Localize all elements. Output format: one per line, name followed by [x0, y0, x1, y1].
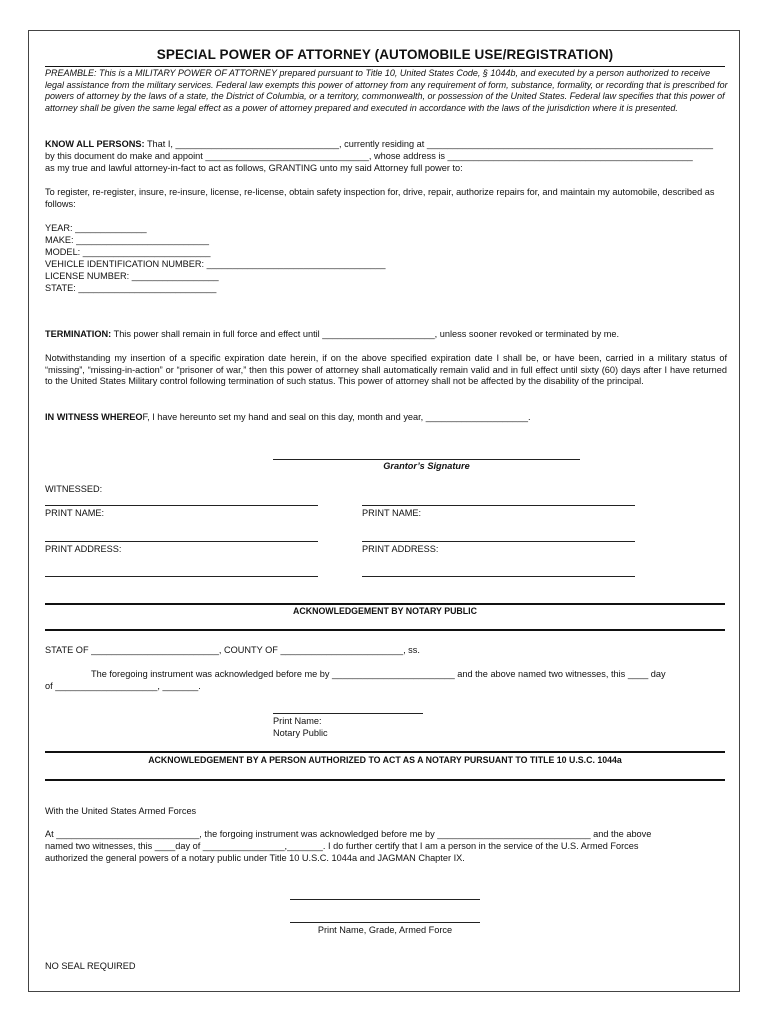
- termination-text: This power shall remain in full force and effect until ______________________, unless sooner revoked or terminated by me.: [113, 329, 620, 339]
- principal-name-residence[interactable]: That I, ________________________________, currently residing at ________________________________________________________: [146, 139, 714, 149]
- witness-whereof-text: F, I have hereunto set my hand and seal on this day, month and year, ____________________.: [142, 412, 531, 422]
- witness-1-print-address: PRINT ADDRESS:: [45, 544, 122, 554]
- witness-1-signature-line[interactable]: [45, 505, 318, 506]
- grantor-signature-line[interactable]: [273, 459, 580, 460]
- witness-2-name-line[interactable]: [362, 541, 635, 542]
- at-line-1[interactable]: At ____________________________, the forgoing instrument was acknowledged before me by ______________________________ and the above: [45, 829, 652, 839]
- document-page: [28, 30, 740, 992]
- year-field[interactable]: YEAR: ______________: [45, 223, 147, 233]
- witness-2-print-name: PRINT NAME:: [362, 508, 422, 518]
- witness-2-print-address: PRINT ADDRESS:: [362, 544, 439, 554]
- authorized-heading: ACKNOWLEDGEMENT BY A PERSON AUTHORIZED TO ACT AS A NOTARY PURSUANT TO TITLE 10 U.S.C. 1044a: [148, 755, 622, 765]
- foregoing-instrument-line-1[interactable]: The foregoing instrument was acknowledged before me by ________________________ and the above named two witnesses, this ____ day: [91, 669, 666, 679]
- document-title: SPECIAL POWER OF ATTORNEY (AUTOMOBILE USE/REGISTRATION): [156, 47, 614, 62]
- notary-top-rule: [45, 603, 725, 605]
- authorized-bottom-rule: [45, 779, 725, 781]
- witness-2-address-line[interactable]: [362, 576, 635, 577]
- foregoing-instrument-line-2[interactable]: of ____________________, _______.: [45, 681, 201, 691]
- know-all-persons-label: KNOW ALL PERSONS:: [45, 139, 145, 149]
- vin-field[interactable]: VEHICLE IDENTIFICATION NUMBER: ___________________________________: [45, 259, 386, 269]
- notary-signature-line[interactable]: [273, 713, 423, 714]
- title-rule: [45, 66, 725, 67]
- print-name-grade-label: Print Name, Grade, Armed Force: [317, 925, 453, 935]
- know-all-persons-line-1: [45, 139, 713, 149]
- witness-whereof-label: IN WITNESS WHEREO: [45, 412, 143, 422]
- witness-1-print-name: PRINT NAME:: [45, 508, 105, 518]
- authorized-name-line[interactable]: [290, 922, 480, 923]
- model-field[interactable]: MODEL: _________________________: [45, 247, 211, 257]
- witness-1-name-line[interactable]: [45, 541, 318, 542]
- notary-print-name: Print Name:: [273, 716, 322, 726]
- attorney-in-fact-line: as my true and lawful attorney-in-fact to act as follows, GRANTING unto my said Attorney full power to:: [45, 163, 463, 173]
- witness-1-address-line[interactable]: [45, 576, 318, 577]
- witness-2-signature-line[interactable]: [362, 505, 635, 506]
- authorized-top-rule: [45, 751, 725, 753]
- no-seal-required: NO SEAL REQUIRED: [45, 961, 136, 971]
- armed-forces-text: With the United States Armed Forces: [45, 806, 197, 816]
- preamble-text: PREAMBLE: This is a MILITARY POWER OF ATTORNEY prepared pursuant to Title 10, United States Code, § 1044b, and executed by a person authorized to receive legal assistance from the military services. Federal law exempts this power of attorney from any requirement of form, substance, formality, or recording that is prescribed for powers of attorney by the laws of a state, the District of Columbia, or a territory, commonwealth, or possession of the United States. Federal law specifies that this power of attorney shall be given the same legal effect as a power of attorney prepared and executed in accordance with the laws of the jurisdiction where it is presented.: [45, 68, 728, 114]
- witnessed-label: WITNESSED:: [45, 484, 103, 494]
- at-line-3: authorized the general powers of a notary public under Title 10 U.S.C. 1044a and JAGMAN Chapter IX.: [45, 853, 465, 863]
- termination-label: TERMINATION:: [45, 329, 112, 339]
- at-line-2[interactable]: named two witnesses, this ____day of ________________,_______. I do further certify that I am a person in the service of the U.S. Armed Forces: [45, 841, 639, 851]
- appoint-line[interactable]: by this document do make and appoint ________________________________, whose address is ________________________________________________: [45, 151, 693, 161]
- witness-whereof-line[interactable]: [45, 412, 531, 422]
- grantor-signature-label: Grantor’s Signature: [383, 461, 470, 471]
- notary-bottom-rule: [45, 629, 725, 631]
- notary-public-label: Notary Public: [273, 728, 328, 738]
- notwithstanding-text: Notwithstanding my insertion of a specific expiration date herein, if on the above specified expiration date I shall be, or have been, carried in a military status of “missing”, “missing-in-action” or “prisoner of war,” then this power of attorney shall automatically remain valid and in full effect until sixty (60) days after I have returned to the United States Military control following termination of such status. This power of attorney shall not be affected by the disability of the principal.: [45, 353, 727, 387]
- notary-heading: ACKNOWLEDGEMENT BY NOTARY PUBLIC: [293, 606, 477, 616]
- termination-line[interactable]: [45, 329, 619, 339]
- make-field[interactable]: MAKE: __________________________: [45, 235, 209, 245]
- license-number-field[interactable]: LICENSE NUMBER: _________________: [45, 271, 219, 281]
- authorized-signature-line[interactable]: [290, 899, 480, 900]
- state-county-line[interactable]: STATE OF _________________________, COUNTY OF ________________________, ss.: [45, 645, 420, 655]
- register-text: To register, re-register, insure, re-insure, license, re-license, obtain safety inspection for, drive, repair, authorize repairs for, and maintain my automobile, described as follows:: [45, 187, 715, 209]
- state-field[interactable]: STATE: ___________________________: [45, 283, 217, 293]
